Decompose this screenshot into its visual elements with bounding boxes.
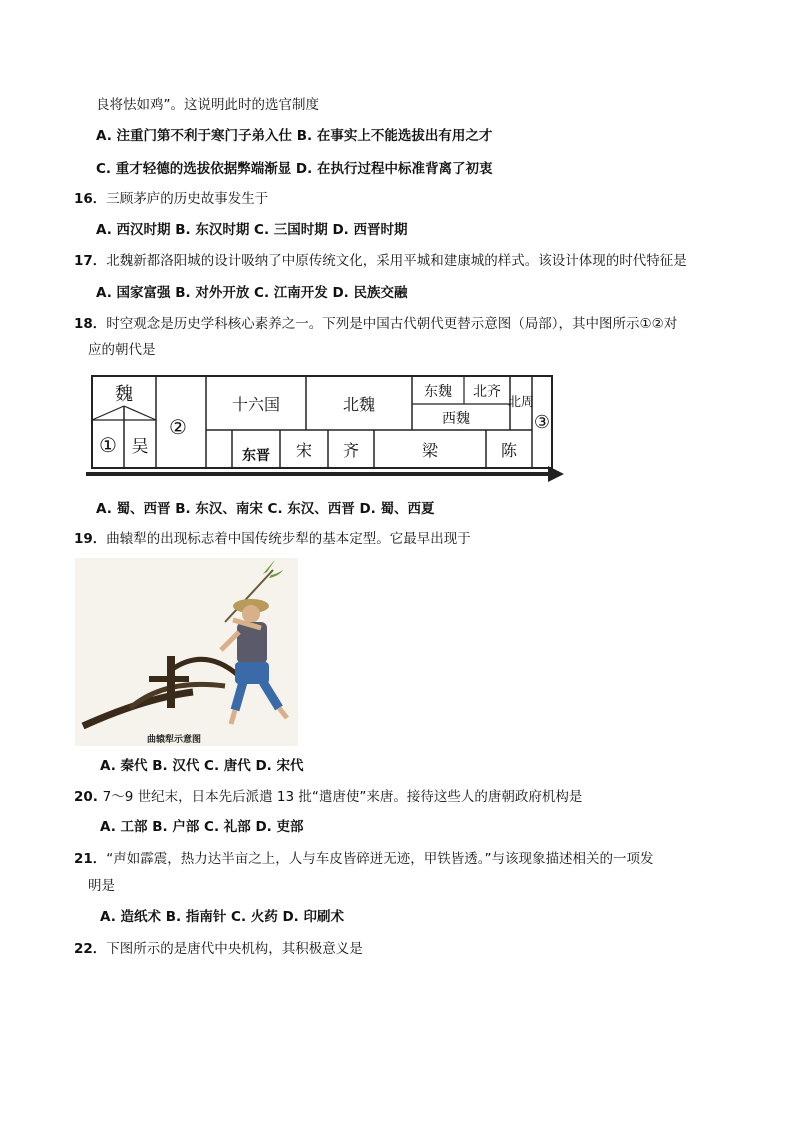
plow-drawing	[75, 558, 298, 746]
timeline-chen: 陈	[500, 441, 518, 460]
q22-number: 22．	[74, 941, 107, 957]
timeline-circle-2: ②	[169, 415, 187, 439]
timeline-xiwei: 西魏	[442, 411, 470, 427]
timeline-dongwei: 东魏	[424, 384, 452, 400]
q19-options: A. 秦代 B. 汉代 C. 唐代 D. 宋代	[100, 758, 304, 774]
q21-options: A. 造纸术 B. 指南针 C. 火药 D. 印刷术	[100, 909, 345, 925]
timeline-liang: 梁	[421, 441, 439, 460]
q17-text: 北魏新都洛阳城的设计吸纳了中原传统文化，采用平城和建康城的样式。该设计体现的时代特征是	[106, 253, 687, 269]
q17-options: A. 国家富强 B. 对外开放 C. 江南开发 D. 民族交融	[96, 285, 408, 301]
q20-stem	[74, 788, 582, 806]
q17-stem	[74, 252, 687, 270]
q20-text: 7～9 世纪末，日本先后派遣 13 批“遣唐使”来唐。接待这些人的唐朝政府机构是	[102, 789, 583, 805]
plow-illustration	[75, 558, 298, 746]
timeline-circle-1: ①	[99, 433, 117, 457]
timeline-beiqi: 北齐	[473, 384, 501, 400]
q21-text: “声如霹震，热力达半亩之上，人与车皮皆碎迸无迹，甲铁皆透。”与该现象描述相关的一项发	[106, 851, 654, 867]
q15-options-ab: A. 注重门第不利于寒门子弟入仕 B. 在事实上不能选拔出有用之才	[96, 128, 493, 144]
q16-text: 三顾茅庐的历史故事发生于	[106, 191, 269, 207]
q18-options: A. 蜀、西晋 B. 东汉、南宋 C. 东汉、西晋 D. 蜀、西夏	[96, 501, 435, 517]
q15-stem-end: 良将怯如鸡”。这说明此时的选官制度	[96, 97, 319, 113]
q17-number: 17．	[74, 253, 107, 269]
q18-number: 18．	[74, 316, 107, 332]
q21-stem	[74, 850, 654, 868]
dynasty-timeline	[84, 372, 566, 488]
q19-stem	[74, 530, 471, 548]
timeline-dongjin: 东晋	[242, 448, 270, 464]
q16-options: A. 西汉时期 B. 东汉时期 C. 三国时期 D. 西晋时期	[96, 222, 408, 238]
q19-number: 19．	[74, 531, 107, 547]
q15-options-cd: C. 重才轻德的选拔依据弊端渐显 D. 在执行过程中标准背离了初衷	[96, 161, 493, 177]
timeline-circle-3: ③	[533, 412, 551, 433]
timeline-sixteen-kingdoms: 十六国	[231, 395, 281, 414]
q18-stem	[74, 315, 677, 333]
q18-stem-cont: 应的朝代是	[88, 342, 156, 358]
plow-caption: 曲辕犁示意图	[147, 735, 202, 745]
timeline-beiwei: 北魏	[342, 395, 376, 414]
q21-stem-cont: 明是	[88, 878, 115, 894]
q20-options: A. 工部 B. 户部 C. 礼部 D. 吏部	[100, 819, 304, 835]
timeline-qi: 齐	[342, 441, 360, 460]
q22-text: 下图所示的是唐代中央机构，其积极意义是	[106, 941, 363, 957]
q21-number: 21．	[74, 851, 107, 867]
q22-stem	[74, 940, 363, 958]
timeline-wei: 魏	[115, 384, 133, 405]
q19-text: 曲辕犁的出现标志着中国传统步犁的基本定型。它最早出现于	[106, 531, 471, 547]
q16-stem	[74, 190, 268, 208]
timeline-song: 宋	[295, 441, 313, 460]
q20-number: 20.	[74, 789, 103, 805]
q18-text: 时空观念是历史学科核心素养之一。下列是中国古代朝代更替示意图（局部），其中图所示①②对	[106, 316, 678, 332]
timeline-beizhou: 北周	[507, 395, 535, 410]
timeline-wu: 吴	[131, 437, 149, 457]
q16-number: 16．	[74, 191, 107, 207]
